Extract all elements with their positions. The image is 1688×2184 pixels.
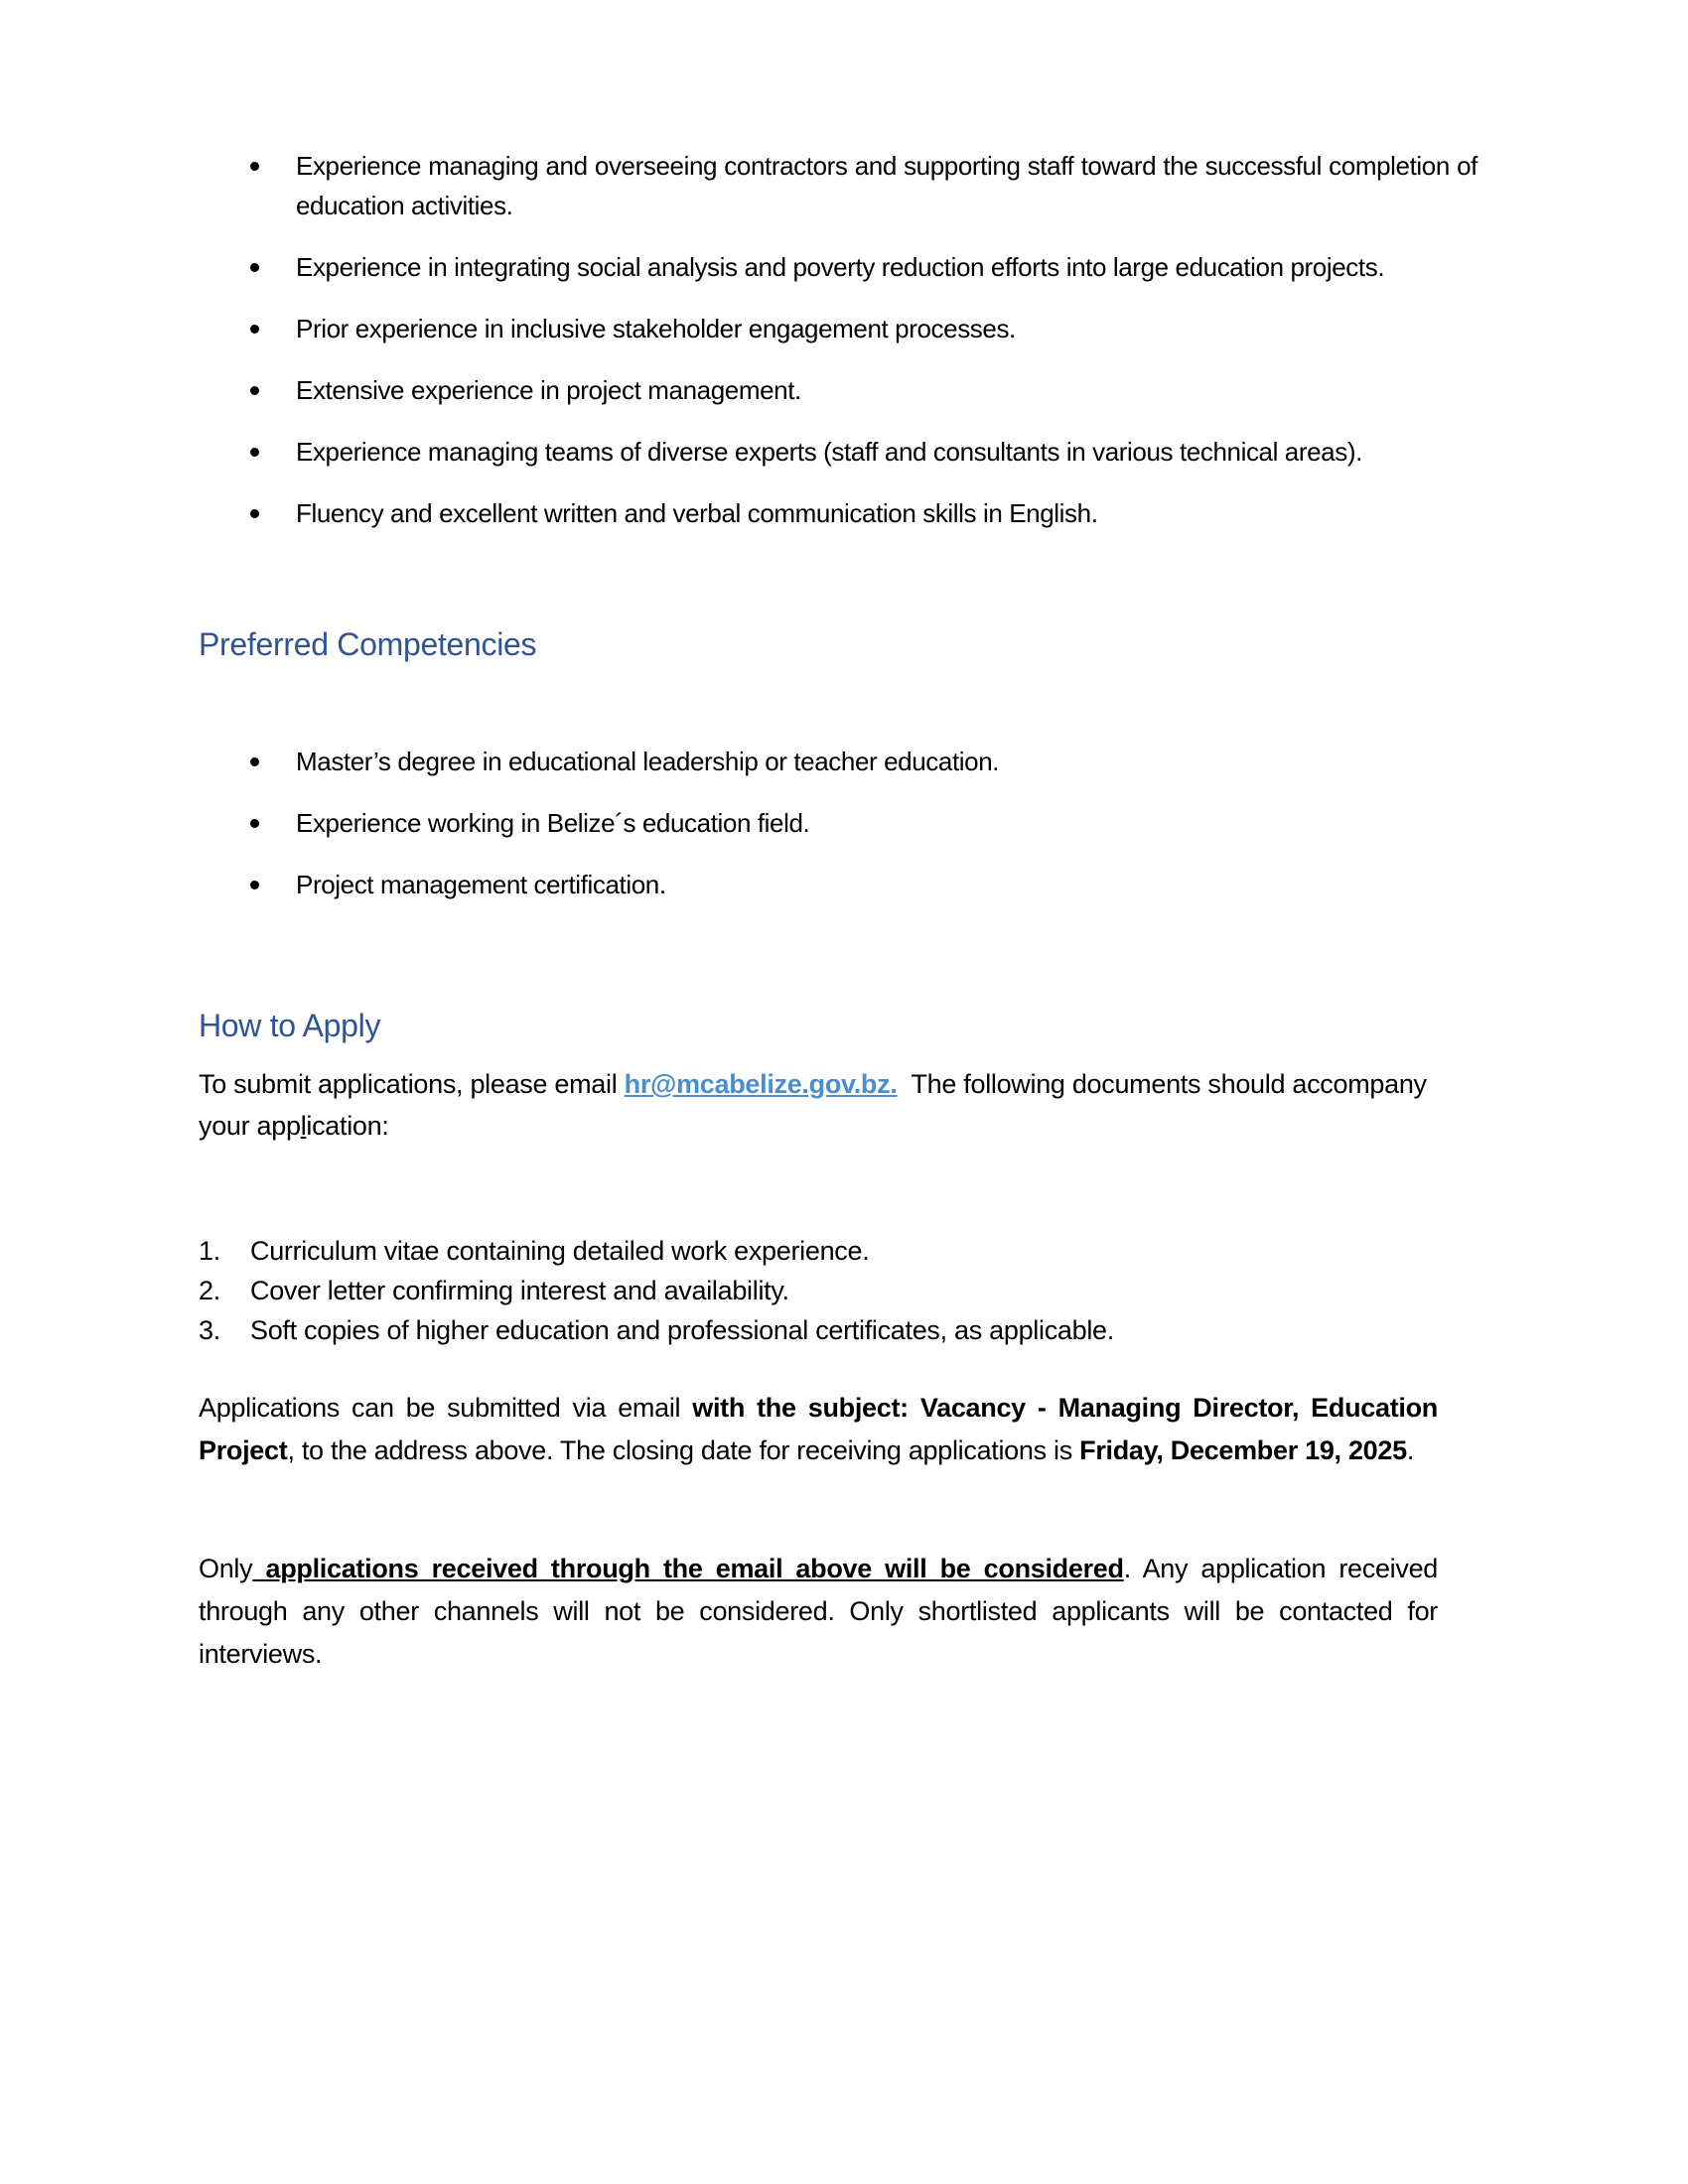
list-item — [199, 865, 1477, 904]
list-number: 2. — [199, 1276, 220, 1305]
list-item-text: Cover letter confirming interest and availability. — [250, 1276, 789, 1305]
list-item-text: Experience managing and overseeing contractors and supporting staff toward the successful completion of education activities. — [296, 151, 1477, 220]
list-item-text: Extensive experience in project management. — [296, 375, 801, 405]
submit-text-end: . — [1406, 1435, 1415, 1465]
notice-emphasis: applications received through the email above will be considered — [252, 1554, 1124, 1583]
bullet-icon — [250, 757, 259, 766]
email-link[interactable]: hr@mcabelize.gov.bz. — [624, 1069, 898, 1099]
list-number: 3. — [199, 1315, 220, 1345]
notice-text-continued: . Any application received through any other channels will not be considered. Only shortlisted applicants will be contacted for interviews. — [199, 1554, 1438, 1669]
list-item — [199, 1310, 1450, 1350]
submit-text: Applications can be submitted via email — [199, 1393, 693, 1423]
email-subject-line: with the subject: Vacancy - Managing Director, Education Project — [199, 1393, 1438, 1465]
section-heading-preferred-competencies: Preferred Competencies — [199, 626, 537, 662]
list-item — [199, 742, 1477, 781]
bullet-icon — [250, 325, 259, 334]
list-item-text: Experience managing teams of diverse experts (staff and consultants in various technical areas). — [296, 437, 1362, 467]
list-item — [199, 370, 1477, 410]
bullet-icon — [250, 881, 259, 889]
apply-intro-paragraph — [199, 1063, 1460, 1147]
list-item-text: Experience in integrating social analysis and poverty reduction efforts into large education projects. — [296, 252, 1385, 282]
section-heading-how-to-apply: How to Apply — [199, 1008, 381, 1043]
bullet-icon — [250, 386, 259, 395]
intro-text-end: ication: — [306, 1111, 389, 1141]
list-item-text: Curriculum vitae containing detailed work experience. — [250, 1236, 870, 1266]
spellcheck-marked-letter: l — [300, 1111, 307, 1141]
bullet-icon — [250, 263, 259, 272]
list-item-text: Master’s degree in educational leadership or teacher education. — [296, 747, 1000, 776]
intro-text-continued: The following documents should accompany your app — [199, 1069, 1434, 1141]
required-documents-list — [199, 1231, 1450, 1350]
list-item — [199, 1271, 1450, 1310]
list-item — [199, 803, 1477, 843]
requirements-list — [199, 146, 1477, 555]
bullet-icon — [250, 819, 259, 828]
list-item-text: Soft copies of higher education and professional certificates, as applicable. — [250, 1315, 1114, 1345]
list-item — [199, 432, 1477, 472]
closing-date: Friday, December 19, 2025 — [1079, 1435, 1407, 1465]
list-number: 1. — [199, 1236, 220, 1266]
intro-text: To submit applications, please email — [199, 1069, 625, 1099]
list-item — [199, 1231, 1450, 1271]
list-item-text: Project management certification. — [296, 870, 666, 899]
preferred-competencies-list — [199, 742, 1477, 926]
list-item-text: Fluency and excellent written and verbal communication skills in English. — [296, 498, 1098, 528]
notice-text: Only — [199, 1554, 253, 1583]
list-item — [199, 493, 1477, 533]
bullet-icon — [250, 448, 259, 457]
bullet-icon — [250, 162, 259, 171]
submission-instructions-paragraph — [199, 1387, 1438, 1472]
list-item — [199, 247, 1477, 287]
list-item-text: Experience working in Belize´s education field. — [296, 808, 810, 838]
bullet-icon — [250, 509, 259, 518]
list-item — [199, 309, 1477, 348]
list-item — [199, 146, 1477, 225]
consideration-notice-paragraph — [199, 1548, 1438, 1676]
list-item-text: Prior experience in inclusive stakeholder engagement processes. — [296, 314, 1016, 343]
submit-text-continued: , to the address above. The closing date for receiving applications is — [287, 1435, 1080, 1465]
